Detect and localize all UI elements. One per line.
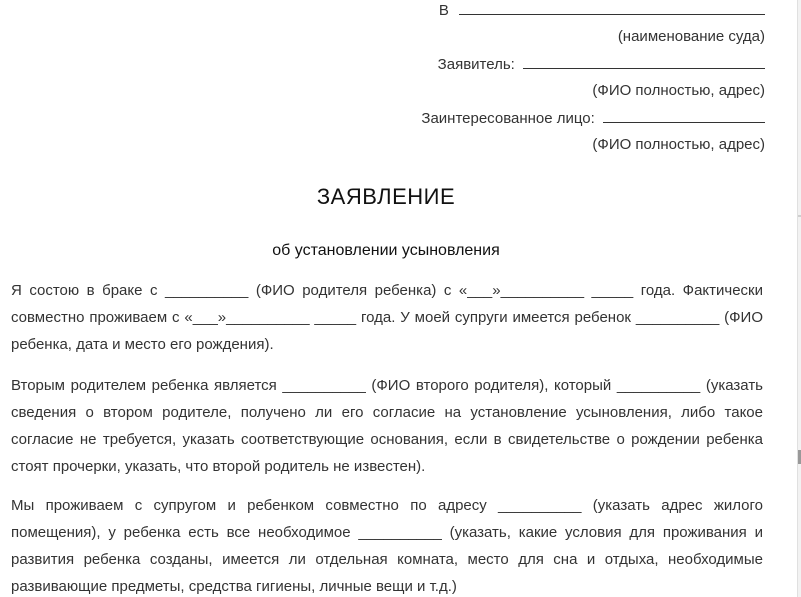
applicant-label: Заявитель:	[437, 56, 515, 73]
interested-caption: (ФИО полностью, адрес)	[592, 136, 765, 153]
court-caption: (наименование суда)	[617, 28, 765, 45]
interested-blank-line	[603, 108, 765, 123]
applicant-line	[438, 54, 765, 75]
paragraph-second-parent: Вторым родителем ребенка является __________ (ФИО второго родителя), который __________ (указать сведения о втором родителе, получено ли его согласие на установление усыновления, либо такое согласие не требуется, указать соответствующие основания, если в свидетельстве о рождении ребенка стоят прочерки, указать, что второй родитель не известен).	[11, 377, 763, 475]
applicant-blank-line	[523, 54, 765, 69]
paragraph-marriage: Я состою в браке с __________ (ФИО родителя ребенка) с «___»__________ _____ года. Фактически совместно проживаем с «___»__________ _____ года. У моей супруги имеется ребенок __________ (ФИО ребенка, дата и место его рождения).	[11, 282, 763, 353]
scrollbar-track[interactable]	[797, 0, 801, 597]
court-blank-line	[459, 0, 765, 15]
applicant-caption: (ФИО полностью, адрес)	[592, 82, 765, 99]
interested-label: Заинтересованное лицо:	[421, 110, 595, 127]
interested-line	[421, 108, 765, 129]
court-line	[439, 0, 765, 21]
paragraph-living-conditions: Мы проживаем с супругом и ребенком совместно по адресу __________ (указать адрес жилого помещения), у ребенка есть все необходимое __________ (указать, какие условия для проживания и развития ребенка созданы, имеется ли отдельная комната, место для сна и отдыха, необходимые развивающие предметы, средства гигиены, личные вещи и т.д.)	[11, 497, 763, 595]
court-prefix: В	[438, 2, 449, 19]
document-subtitle: об установлении усыновления	[272, 242, 500, 259]
document-title: ЗАЯВЛЕНИЕ	[316, 184, 456, 209]
